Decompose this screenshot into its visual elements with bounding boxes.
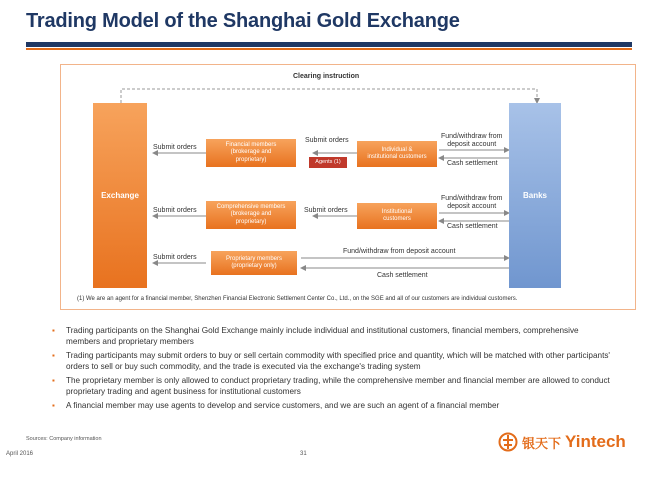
page-title: Trading Model of the Shanghai Gold Exchange <box>26 10 460 32</box>
source-note: Sources: Company information <box>26 436 102 442</box>
bullet-marker: ▪ <box>52 351 55 360</box>
cash-settlement-label: Cash settlement <box>377 272 428 279</box>
cash-settlement-label: Cash settlement <box>447 160 498 167</box>
footer-date: April 2016 <box>6 451 34 457</box>
title-rule-orange <box>26 48 632 50</box>
fund-withdraw-long-label: Fund/withdraw from deposit account <box>343 248 456 255</box>
logo-chinese-text: 银天下 <box>522 436 562 452</box>
cash-settlement-label: Cash settlement <box>447 223 498 230</box>
bullet-marker: ▪ <box>52 401 55 410</box>
bullet-list <box>52 326 612 416</box>
logo-mark-icon <box>498 432 518 452</box>
agents-label: Agents <box>315 159 333 166</box>
yintech-logo <box>498 431 626 453</box>
submit-orders-label: Submit orders <box>153 144 197 151</box>
bullet-marker: ▪ <box>52 376 55 385</box>
submit-orders-label: Submit orders <box>153 254 197 261</box>
trading-model-diagram <box>60 64 636 310</box>
clearing-instruction-label: Clearing instruction <box>293 73 360 80</box>
agents-note: (1) <box>333 159 341 166</box>
proprietary-members-box: Proprietary members (proprietary only) <box>211 251 297 275</box>
financial-members-box: Financial members (brokerage and proprietary) <box>206 139 296 167</box>
bullet-marker: ▪ <box>52 326 55 335</box>
bullet-item: ▪ A financial member may use agents to develop and service customers, and we are such an agent of a financial member <box>52 401 500 410</box>
page-number: 31 <box>300 451 307 457</box>
bullet-item: ▪ The proprietary member is only allowed to conduct proprietary trading, while the comprehensive member and financial member are allowed to conduct proprietary trading and agent business for institutional customers <box>52 376 610 396</box>
bullet-item: ▪ Trading participants on the Shanghai Gold Exchange mainly include individual and institutional customers, financial members, comprehensive members and proprietary members <box>52 326 579 346</box>
exchange-box: Exchange <box>93 103 147 288</box>
logo-english-text: Yintech <box>565 432 626 451</box>
title-rule-navy <box>26 42 632 47</box>
institutional-customers-box: Institutional customers <box>357 203 437 229</box>
submit-orders-label: Submit orders <box>153 207 197 214</box>
bullet-item: ▪ Trading participants may submit orders to buy or sell certain commodity with specified price and quantity, which will be matched with other participants' orders to sell or buy such commodity, and the trade is executed via the exchange's trading system <box>52 351 610 371</box>
comprehensive-members-box: Comprehensive members (brokerage and proprietary) <box>206 201 296 229</box>
agents-box <box>309 157 347 168</box>
individual-institutional-customers-box: Individual & institutional customers <box>357 141 437 167</box>
fund-withdraw-label: Fund/withdraw from deposit account <box>441 133 503 149</box>
fund-withdraw-label: Fund/withdraw from deposit account <box>441 195 503 211</box>
banks-box: Banks <box>509 103 561 288</box>
diagram-footnote: (1) We are an agent for a financial member, Shenzhen Financial Electronic Settlement Center Co., Ltd., on the SGE and all of our customers are individual customers. <box>77 296 518 302</box>
submit-orders-label: Submit orders <box>305 137 349 144</box>
submit-orders-label: Submit orders <box>304 207 348 214</box>
